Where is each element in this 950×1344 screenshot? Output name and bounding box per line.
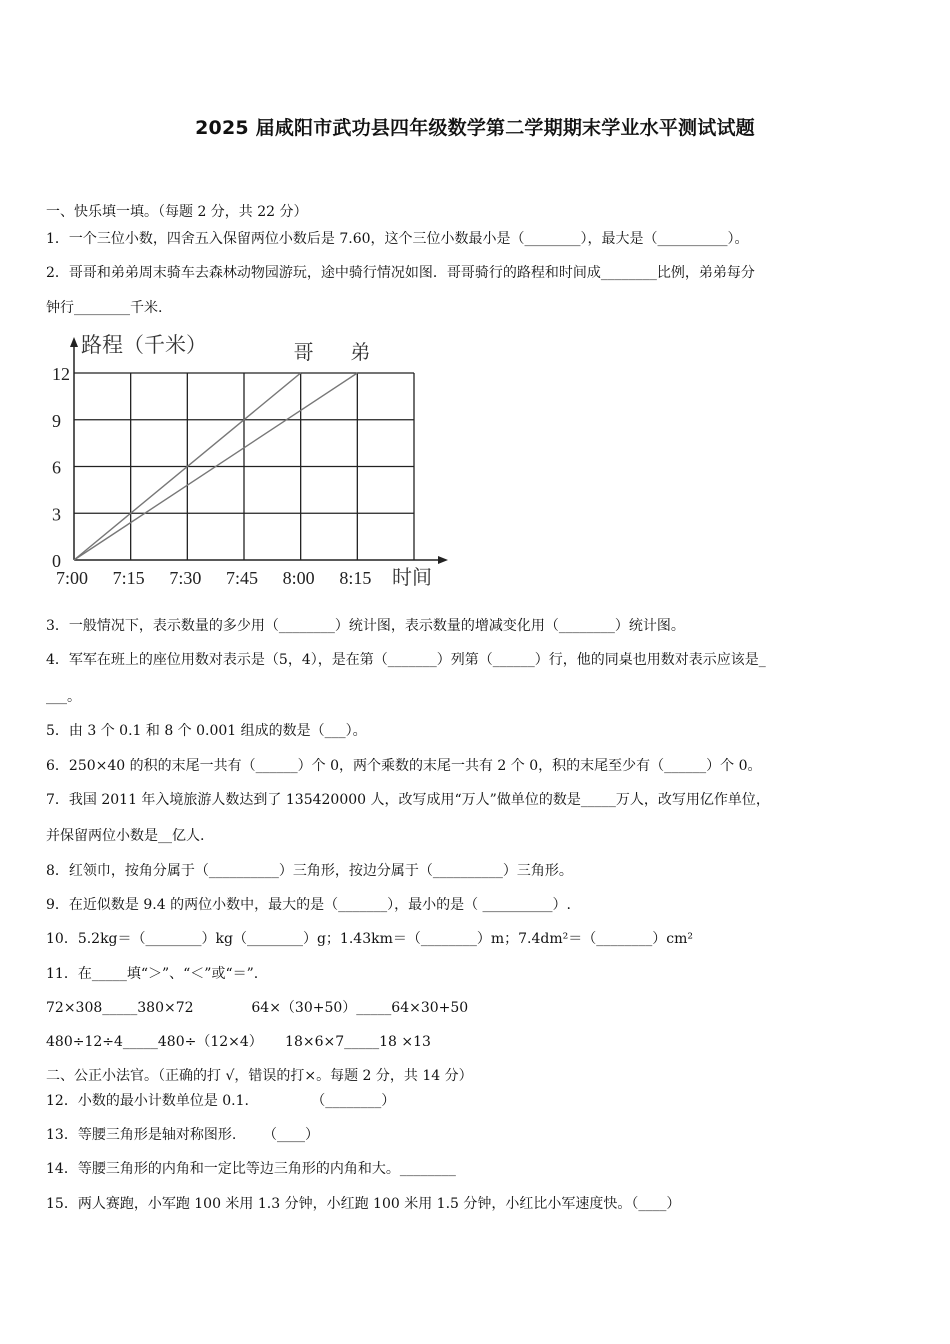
question-5: 5．由 3 个 0.1 和 8 个 0.001 组成的数是（___）。 [46, 723, 367, 739]
question-6: 6．250×40 的积的末尾一共有（______）个 0，两个乘数的末尾一共有 2 个 0，积的末尾至少有（______）个 0。 [46, 758, 762, 774]
x-tick-label: 7:15 [112, 568, 145, 588]
x-tick-label: 7:00 [56, 568, 89, 588]
question-11-row-2: 480÷12÷4_____480÷（12×4） 18×6×7_____18 ×13 [46, 1034, 431, 1050]
distance-time-chart [44, 325, 454, 595]
question-13: 13．等腰三角形是轴对称图形. （____） [46, 1127, 319, 1143]
y-tick-label: 3 [52, 504, 61, 525]
x-axis-arrow [438, 556, 448, 564]
section-1-heading: 一、快乐填一填。（每题 2 分，共 22 分） [46, 204, 308, 220]
x-tick-label: 8:15 [339, 568, 372, 588]
question-11-row-1: 72×308_____380×72 64×（30+50）_____64×30+50 [46, 1000, 469, 1016]
chart-axes [70, 337, 448, 564]
x-tick-label: 8:00 [282, 568, 315, 588]
chart-grid [74, 373, 414, 560]
question-11: 11．在_____填“＞”、“＜”或“＝”. [46, 966, 259, 982]
series-label: 哥 [293, 340, 314, 364]
chart-labels [52, 333, 432, 589]
question-2-line-2: 钟行________千米. [46, 300, 163, 316]
question-3: 3．一般情况下，表示数量的多少用（________）统计图，表示数量的增减变化用（________）统计图。 [46, 618, 685, 634]
question-9: 9．在近似数是 9.4 的两位小数中，最大的是（_______），最小的是（ __________）. [46, 897, 571, 913]
y-axis-title: 路程（千米） [81, 333, 207, 357]
question-4-line-1: 4．军军在班上的座位用数对表示是（5，4），是在第（_______）列第（______）行，他的同桌也用数对表示应该是_ [46, 652, 766, 668]
x-tick-label: 7:45 [226, 568, 259, 588]
y-tick-label: 0 [52, 551, 61, 571]
series-label: 弟 [350, 340, 371, 364]
y-axis-arrow [70, 337, 78, 347]
question-10: 10．5.2kg＝（________）kg（________）g；1.43km＝（________）m；7.4dm²＝（________）cm² [46, 931, 693, 947]
section-2-heading: 二、公正小法官。（正确的打 √，错误的打×。每题 2 分，共 14 分） [46, 1068, 473, 1084]
question-8: 8．红领巾，按角分属于（__________）三角形，按边分属于（__________）三角形。 [46, 863, 573, 879]
question-2-line-1: 2．哥哥和弟弟周末骑车去森林动物园游玩，途中骑行情况如图．哥哥骑行的路程和时间成________比例，弟弟每分 [46, 265, 755, 281]
question-7-line-1: 7．我国 2011 年入境旅游人数达到了 135420000 人，改写成用“万人”做单位的数是_____万人，改写用亿作单位， [46, 792, 770, 808]
question-14: 14．等腰三角形的内角和一定比等边三角形的内角和大。________ [46, 1161, 456, 1177]
question-15: 15．两人赛跑，小军跑 100 米用 1.3 分钟，小红跑 100 米用 1.5 分钟，小红比小军速度快。（____） [46, 1196, 681, 1212]
y-tick-label: 9 [52, 410, 61, 431]
question-4-line-2: ___。 [46, 689, 81, 705]
x-tick-label: 7:30 [169, 568, 202, 588]
x-axis-title: 时间 [392, 565, 432, 589]
question-1: 1．一个三位小数，四舍五入保留两位小数后是 7.60，这个三位小数最小是（________），最大是（__________）。 [46, 231, 749, 247]
y-tick-label: 12 [52, 364, 70, 384]
question-7-line-2: 并保留两位小数是__亿人. [46, 828, 205, 844]
question-12: 12．小数的最小计数单位是 0.1. （________） [46, 1093, 396, 1109]
page-title: 2025 届咸阳市武功县四年级数学第二学期期末学业水平测试试题 [195, 117, 755, 139]
y-tick-label: 6 [52, 457, 61, 478]
